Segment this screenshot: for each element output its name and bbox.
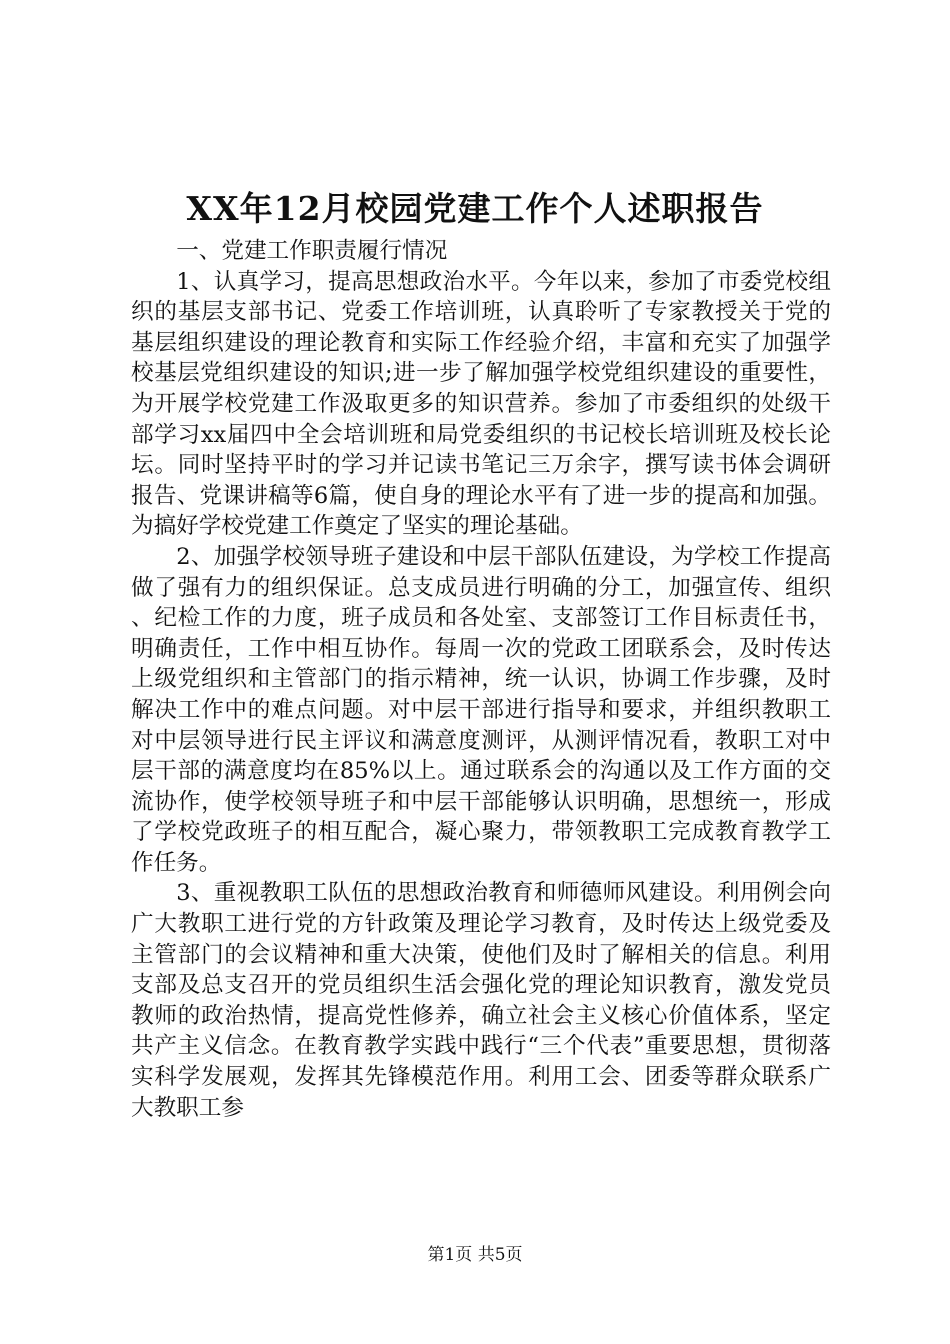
paragraph-2: 2、加强学校领导班子建设和中层干部队伍建设，为学校工作提高做了强有力的组织保证。总支成员进行明确的分工，加强宣传、组织、纪检工作的力度，班子成员和各处室、支部签订工作目标责任书，明确责任，工作中相互协作。每周一次的党政工团联系会，及时传达上级党组织和主管部门的指示精神，统一认识，协调工作步骤，及时解决工作中的难点问题。对中层干部进行指导和要求，并组织教职工对中层领导进行民主评议和满意度测评，从测评情况看，教职工对中层干部的满意度均在85%以上。通过联系会的沟通以及工作方面的交流协作，使学校领导班子和中层干部能够认识明确，思想统一，形成了学校党政班子的相互配合，凝心聚力，带领教职工完成教育教学工作任务。 [131, 543, 831, 876]
page-footer: 第1页 共5页 [427, 1245, 523, 1265]
document-title: XX年12月校园党建工作个人述职报告 [186, 189, 764, 228]
document-body [131, 236, 831, 1123]
section-heading: 一、党建工作职责履行情况 [176, 238, 448, 264]
paragraph-3: 3、重视教职工队伍的思想政治教育和师德师风建设。利用例会向广大教职工进行党的方针政策及理论学习教育，及时传达上级党委及主管部门的会议精神和重大决策，使他们及时了解相关的信息。利用支部及总支召开的党员组织生活会强化党的理论知识教育，激发党员教师的政治热情，提高党性修养，确立社会主义核心价值体系，坚定共产主义信念。在教育教学实践中践行“三个代表”重要思想，贯彻落实科学发展观，发挥其先锋模范作用。利用工会、团委等群众联系广大教职工参 [131, 880, 831, 1121]
paragraph-1: 1、认真学习，提高思想政治水平。今年以来，参加了市委党校组织的基层支部书记、党委工作培训班，认真聆听了专家教授关于党的基层组织建设的理论教育和实际工作经验介绍，丰富和充实了加强学校基层党组织建设的知识;进一步了解加强学校党组织建设的重要性，为开展学校党建工作汲取更多的知识营养。参加了市委组织的处级干部学习xx届四中全会培训班和局党委组织的书记校长培训班及校长论坛。同时坚持平时的学习并记读书笔记三万余字，撰写读书体会调研报告、党课讲稿等6篇，使自身的理论水平有了进一步的提高和加强。为搞好学校党建工作奠定了坚实的理论基础。 [131, 268, 831, 540]
